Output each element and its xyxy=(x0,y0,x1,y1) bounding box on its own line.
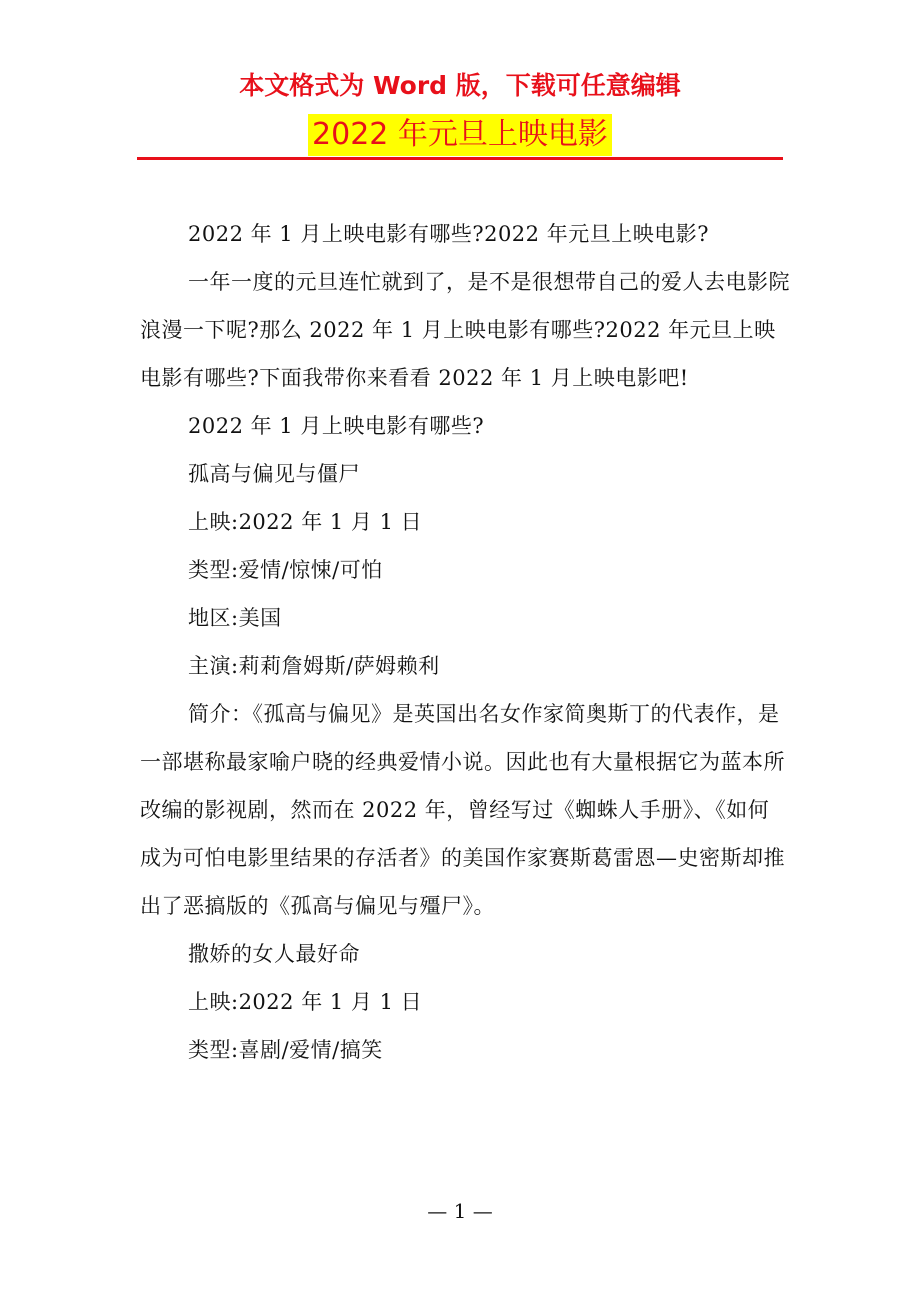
paragraph-intro: 一年一度的元旦连忙就到了，是不是很想带自己的爱人去电影院浪漫一下呢?那么 2022 年 1 月上映电影有哪些?2022 年元旦上映电影有哪些?下面我带你来看看 2022 年 1 月上映电影吧! xyxy=(140,270,790,390)
title-container xyxy=(0,114,920,156)
format-notice: 本文格式为 Word 版，下载可任意编辑 xyxy=(239,71,681,100)
movie-1-release: 上映:2022 年 1 月 1 日 xyxy=(188,510,423,534)
page-number: — 1 — xyxy=(427,1199,493,1223)
movie-2-release: 上映:2022 年 1 月 1 日 xyxy=(188,990,423,1014)
movie-1-region: 地区:美国 xyxy=(188,606,282,630)
movie-1-cast: 主演:莉莉詹姆斯/萨姆赖利 xyxy=(188,654,440,678)
title-divider xyxy=(137,157,783,160)
section-heading: 2022 年 1 月上映电影有哪些? xyxy=(188,414,485,438)
paragraph-question: 2022 年 1 月上映电影有哪些?2022 年元旦上映电影? xyxy=(188,222,709,246)
movie-2-genre: 类型:喜剧/爱情/搞笑 xyxy=(188,1038,383,1062)
movie-1-genre: 类型:爱情/惊悚/可怕 xyxy=(188,558,383,582)
movie-1-title: 孤高与偏见与僵尸 xyxy=(188,462,360,486)
document-title: 2022 年元旦上映电影 xyxy=(308,114,612,156)
document-body xyxy=(140,210,790,1074)
movie-2-title: 撒娇的女人最好命 xyxy=(188,942,360,966)
movie-1-synopsis: 简介：《孤高与偏见》是英国出名女作家简奥斯丁的代表作，是一部堪称最家喻户晓的经典爱情小说。因此也有大量根据它为蓝本所改编的影视剧，然而在 2022 年，曾经写过《蜘蛛人手册》、《如何成为可怕电影里结果的存活者》的美国作家赛斯葛雷恩—史密斯却推出了恶搞版的《孤高与偏见与殭尸》。 xyxy=(140,702,785,918)
